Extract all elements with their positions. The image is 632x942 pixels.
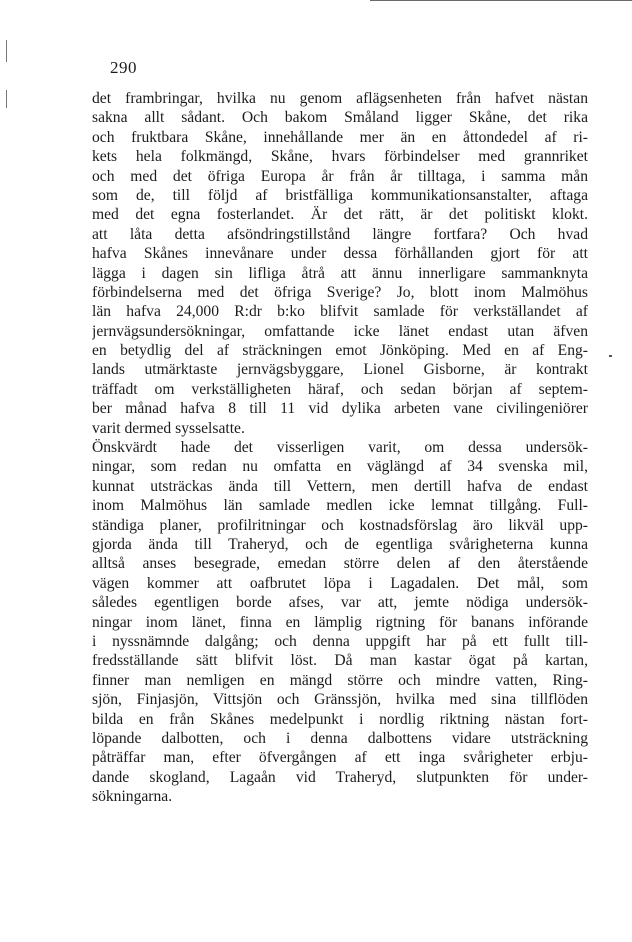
text-line: lägga i dagen sin lifliga åtrå att ännu innerligare sammanknyta xyxy=(92,264,588,282)
top-edge-rule xyxy=(370,0,632,1)
text-line: ningar, som redan nu omfatta en väglängd af 34 svenska mil, xyxy=(92,458,588,476)
text-line: vägen kommer att oafbrutet löpa i Lagadalen. Det mål, som xyxy=(92,574,588,592)
text-line: alltså anses besegrade, emedan större delen af den återstående xyxy=(92,555,588,573)
text-line: bilda en från Skånes medelpunkt i nordlig riktning nästan fort- xyxy=(92,710,588,728)
text-line: finner man nemligen en mängd större och mindre vatten, Ring- xyxy=(92,671,588,689)
text-line: län hafva 24,000 R:dr b:ko blifvit samlade för verkställandet af xyxy=(92,303,588,321)
text-line: sjön, Finjasjön, Vittsjön och Gränssjön, hvilka med sina tillflöden xyxy=(92,691,588,709)
text-line: gjorda ända till Traheryd, och de egentliga svårigheterna kunna xyxy=(92,535,588,553)
text-line: kets hela folkmängd, Skåne, hvars förbindelser med grannriket xyxy=(92,148,588,166)
text-line: hafva Skånes innevånare under dessa förhållanden gjort för att xyxy=(92,245,588,263)
text-line: påträffar man, efter öfvergången af ett inga svårigheter erbju- xyxy=(92,749,588,767)
text-line: att låta detta afsöndringstillstånd längre fortfara? Och hvad xyxy=(92,225,588,243)
text-line: sökningarna. xyxy=(92,788,173,806)
text-line: ningar inom länet, finna en lämplig rigtning för banans införande xyxy=(92,613,588,631)
text-line: förbindelserna med det öfriga Sverige? Jo, blott inom Malmöhus xyxy=(92,283,588,301)
text-line: varit dermed sysselsatte. xyxy=(92,419,245,437)
text-line: i nyssnämnde dalgång; och denna uppgift har på ett fullt till- xyxy=(92,632,588,650)
text-line: löpande dalbotten, och i denna dalbottens vidare utsträckning xyxy=(92,729,588,747)
text-line: som de, till följd af bristfälliga kommunikationsanstalter, aftaga xyxy=(92,186,588,204)
text-line: en betydlig del af sträckningen emot Jönköping. Med en af Eng- xyxy=(92,342,588,360)
left-margin-mark xyxy=(6,90,7,108)
text-line: Önskvärdt hade det visserligen varit, om dessa undersök- xyxy=(92,439,588,457)
text-line: inom Malmöhus län samlade medlen icke lemnat tillgång. Full- xyxy=(92,497,588,515)
text-line: och fruktbara Skåne, innehållande mer än en åttondedel af ri- xyxy=(92,128,588,146)
text-line: det frambringar, hvilka nu genom aflägsenheten från hafvet nästan xyxy=(92,90,588,107)
text-line: ber månad hafva 8 till 11 vid dylika arbeten vane civilingeniörer xyxy=(92,400,588,418)
text-line: träffadt om verkställigheten häraf, och sedan början af septem- xyxy=(92,380,588,398)
left-margin-mark xyxy=(6,40,7,62)
text-line: fredsställande sätt blifvit löst. Då man kastar ögat på kartan, xyxy=(92,652,588,670)
page-number: 290 xyxy=(110,58,137,77)
text-line: lands utmärktaste jernvägsbyggare, Lionel Gisborne, är kontrakt xyxy=(92,361,588,379)
text-line: kunnat utsträckas ända till Vettern, men dertill hafva de endast xyxy=(92,477,588,495)
body-text xyxy=(92,89,588,806)
text-line: jernvägsundersökningar, omfattande icke länet endast utan äfven xyxy=(92,322,588,340)
text-line: med det egna fosterlandet. Är det rätt, är det politiskt klokt. xyxy=(92,206,588,224)
text-line: dande skogland, Lagaån vid Traheryd, slutpunkten för under- xyxy=(92,768,588,786)
text-line: således egentligen borde afses, var att, jemte nödiga undersök- xyxy=(92,594,588,612)
text-line: ständiga planer, profilritningar och kostnadsförslag äro likväl upp- xyxy=(92,516,588,534)
text-line: och med det öfriga Europa år från år tilltaga, i samma mån xyxy=(92,167,588,185)
print-speck xyxy=(609,355,612,357)
text-line: sakna allt sådant. Och bakom Småland ligger Skåne, det rika xyxy=(92,109,588,127)
